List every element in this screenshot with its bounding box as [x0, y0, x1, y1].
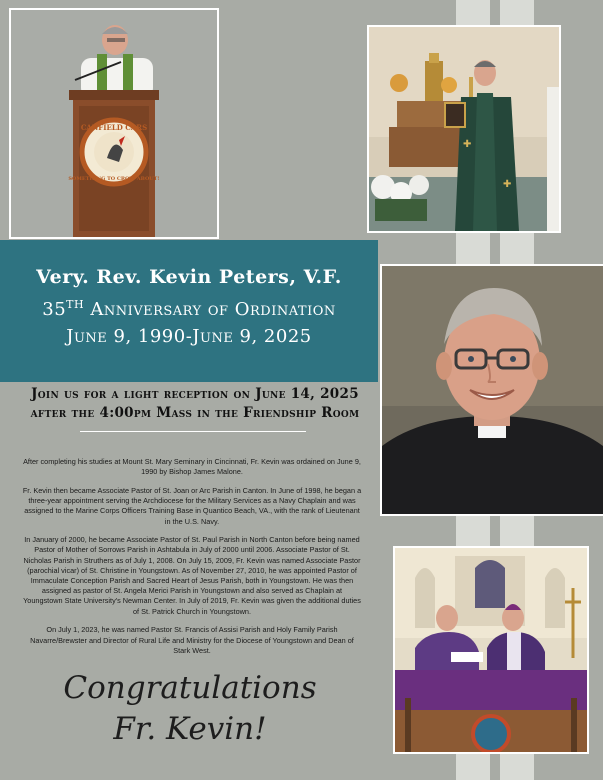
photo-signing-with-bishop — [393, 546, 589, 754]
photo-priest-at-altar — [367, 25, 561, 233]
honoree-name: Very. Rev. Kevin Peters, V.F. — [36, 266, 342, 288]
congratulations-line-1: Congratulations — [63, 670, 317, 706]
bio-paragraph: Fr. Kevin then became Associate Pastor of St. Joan or Arc Parish in Canton. In June of 1998, he began a three-year appointment serving the Archdiocese for the Military Services as a Navy Chaplain and was assigned to the Marine Corps Officers Training Base in Quantico Beach, VA., with the rank of Lieutenant in the U.S. Navy. — [22, 485, 362, 526]
divider — [80, 431, 306, 432]
anniversary-title — [0, 298, 378, 320]
svg-text:✚: ✚ — [503, 179, 512, 190]
reception-invitation — [0, 385, 390, 423]
anniversary-dates: June 9, 1990-June 9, 2025 — [66, 326, 312, 347]
congratulations-message — [60, 668, 320, 750]
svg-text:✚: ✚ — [463, 139, 472, 150]
anniversary-text: Anniversary of Ordination — [84, 299, 336, 320]
photo-portrait — [380, 264, 603, 516]
invitation-line-2: after the 4:00pm Mass in the Friendship Room — [30, 405, 360, 421]
bio-paragraph: In January of 2000, he became Associate Pastor of St. Paul Parish in North Canton before being named Pastor of Mother of Sorrows Parish in Ashtabula in July of 2000 until 2006. Associate Pastor of St. Nicholas Parish in Struthers as of July 1, 2008. On July 15, 2009, Fr. Kevin was named Associate Pastor (parochial vicar) of St. Christine in Youngstown. As of November 27, 2010, he was appointed Pastor of Immaculate Conception Parish and Sacred Heart of Jesus Parish, both in Youngstown. He was then assigned as pastor of St. Angela Merici Parish in Youngstown and also served as Chaplain at Youngstown State University's Newman Center. In July of 2019, Fr. Kevin was given the additional duties of St. Patrick Church in Youngstown. — [23, 535, 361, 616]
invitation-line-1: Join us for a light reception on June 14, 2025 — [31, 386, 359, 402]
anniversary-number: 35 — [42, 299, 67, 320]
photo-priest-at-podium — [9, 8, 219, 239]
podium-sign-bottom: SOMETHING TO CROW ABOUT! — [68, 176, 160, 182]
bio-paragraph: After completing his studies at Mount St. Mary Seminary in Cincinnati, Fr. Kevin was ordained on June 9, 1990 by Bishop James Malone. — [23, 457, 361, 477]
biography — [22, 457, 362, 664]
congratulations-line-2: Fr. Kevin! — [113, 711, 267, 747]
title-banner — [0, 240, 378, 382]
podium-sign-top: CANFIELD CARS — [80, 123, 148, 132]
anniversary-ordinal: TH — [66, 298, 85, 311]
bio-paragraph: On July 1, 2023, he was named Pastor St. Francis of Assisi Parish and Holy Family Parish Navarre/Brewster and Director of Rural Life and Ministry for the Diocese of Youngstown and Dean of Stark West. — [30, 625, 354, 655]
